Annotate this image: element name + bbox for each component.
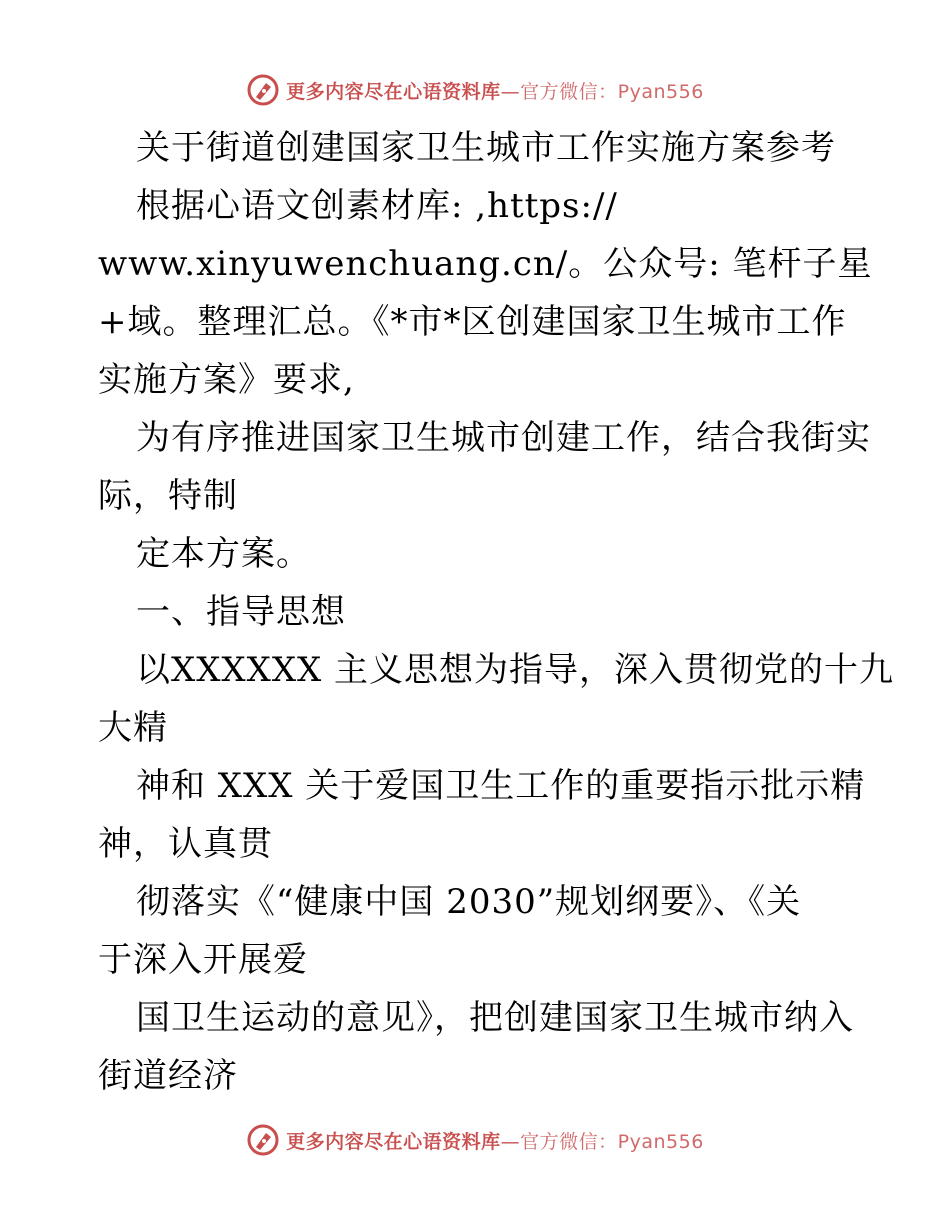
document-title: 关于街道创建国家卫生城市工作实施方案参考 — [136, 128, 836, 168]
watermark-site: 更多内容尽在心语资料库 — [286, 1130, 501, 1153]
watermark-text — [286, 1127, 704, 1154]
pen-nib-circle-icon — [246, 1123, 280, 1157]
text-line: 以XXXXXX 主义思想为指导，深入贯彻党的十九 — [136, 650, 895, 690]
text-line: 大精 — [98, 708, 168, 748]
text-line: +域。整理汇总。《*市*区创建国家卫生城市工作 — [98, 302, 847, 342]
text-line: 神和 XXX 关于爱国卫生工作的重要指示批示精 — [136, 766, 866, 806]
text-line: 街道经济 — [98, 1056, 238, 1096]
text-line: 于深入开展爱 — [98, 940, 308, 980]
watermark-wechat: 官方微信：Pyan556 — [520, 80, 704, 103]
text-line: 彻落实《“健康中国 2030”规划纲要》、《关 — [136, 882, 802, 922]
text-line: 根据心语文创素材库: ,https:// — [136, 186, 618, 226]
watermark-banner-bottom — [0, 1120, 950, 1160]
text-line: 际，特制 — [98, 476, 238, 516]
text-line: 为有序推进国家卫生城市创建工作，结合我街实 — [136, 418, 871, 458]
text-line: www.xinyuwenchuang.cn/。公众号: 笔杆子星 — [98, 244, 873, 284]
watermark-wechat: 官方微信：Pyan556 — [520, 1130, 704, 1153]
watermark-separator: — — [500, 1130, 521, 1153]
text-line: 定本方案。 — [136, 534, 311, 574]
text-line: 实施方案》要求, — [98, 360, 355, 400]
watermark-site: 更多内容尽在心语资料库 — [286, 80, 501, 103]
section-heading: 一、指导思想 — [136, 592, 346, 632]
text-line: 国卫生运动的意见》，把创建国家卫生城市纳入 — [136, 998, 854, 1038]
watermark-separator: — — [500, 80, 521, 103]
text-line: 神，认真贯 — [98, 824, 273, 864]
